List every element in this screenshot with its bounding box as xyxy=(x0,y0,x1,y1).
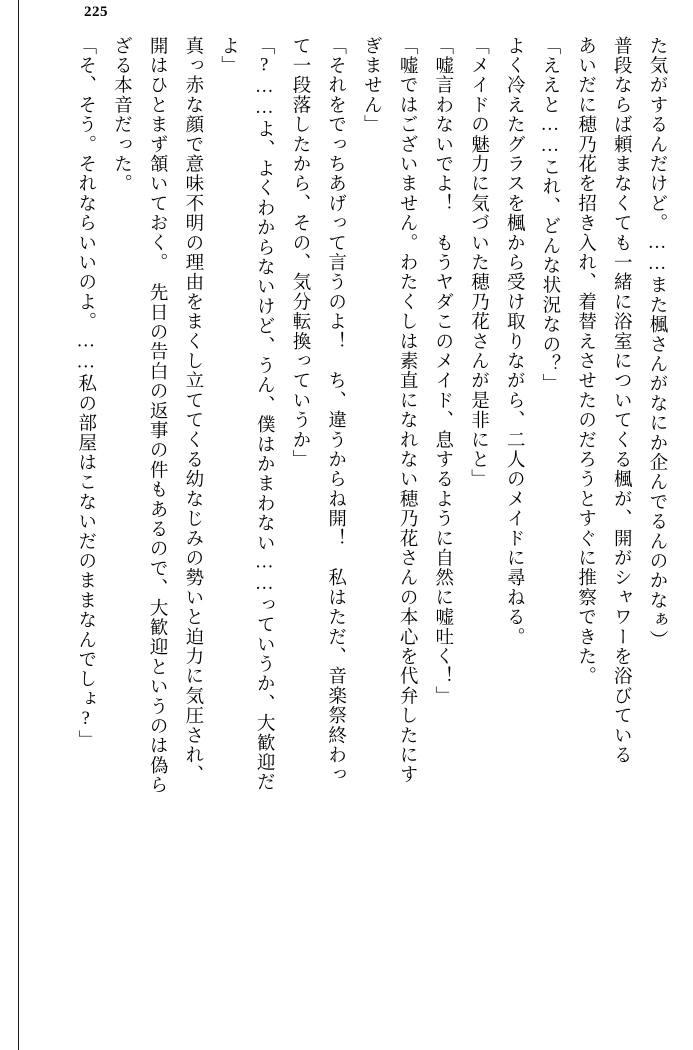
paragraph: あいだに穂乃花を招き入れ、着替えさせたのだろうとすぐに推察できた。 xyxy=(575,36,596,687)
paragraph: 「メイドの魅力に気づいた穂乃花さんが是非にと」 xyxy=(468,36,489,490)
paragraph: 「ええと……これ、どんな状況なの？」 xyxy=(539,36,560,394)
paragraph: 普段ならば頼まなくても一緒に浴室についてくる楓が、開がシャワーを浴びている xyxy=(611,36,632,765)
page-body-text xyxy=(34,36,674,1036)
paragraph: 「それをでっちあげって言うのよ！ ち、違うからね開！ 私はただ、音楽祭終わっ xyxy=(325,36,346,785)
paragraph: 「嘘言わないでよ！ もうヤダこのメイド、息するように自然に嘘吐く！」 xyxy=(432,36,453,706)
page-number: 225 xyxy=(84,4,108,20)
paragraph: 「嘘ではございません。わたくしは素直になれない穂乃花さんの本心を代弁したにす xyxy=(397,36,418,785)
paragraph: 「そ、そう。それならいいのよ。……私の部屋はこないだのままなんでしょ?」 xyxy=(75,36,96,750)
paragraph: よく冷えたグラスを楓から受け取りながら、二人のメイドに尋ねる。 xyxy=(504,36,525,647)
page-frame-line xyxy=(18,0,19,1050)
paragraph: ざる本音だった。 xyxy=(111,36,132,194)
paragraph: 真っ赤な顔で意味不明の理由をまくし立ててくる幼なじみの勢いと迫力に気圧され、 xyxy=(182,36,203,785)
paragraph: 開はひとまず頷いておく。 先日の告白の返事の件もあるので、大歓迎というのは偽ら xyxy=(147,36,168,796)
paragraph: ぎません」 xyxy=(361,36,382,135)
paragraph: 「?……よ、よくわからないけど、うん、僕はかまわない……っていうか、大歓迎だ xyxy=(254,36,275,793)
paragraph: て一段落したから、その、気分転換っていうか」 xyxy=(289,36,310,470)
paragraph: よ」 xyxy=(218,36,239,76)
paragraph: た気がするんだけど。……また楓さんがなにか企んでるんのかなぁ） xyxy=(647,36,667,650)
